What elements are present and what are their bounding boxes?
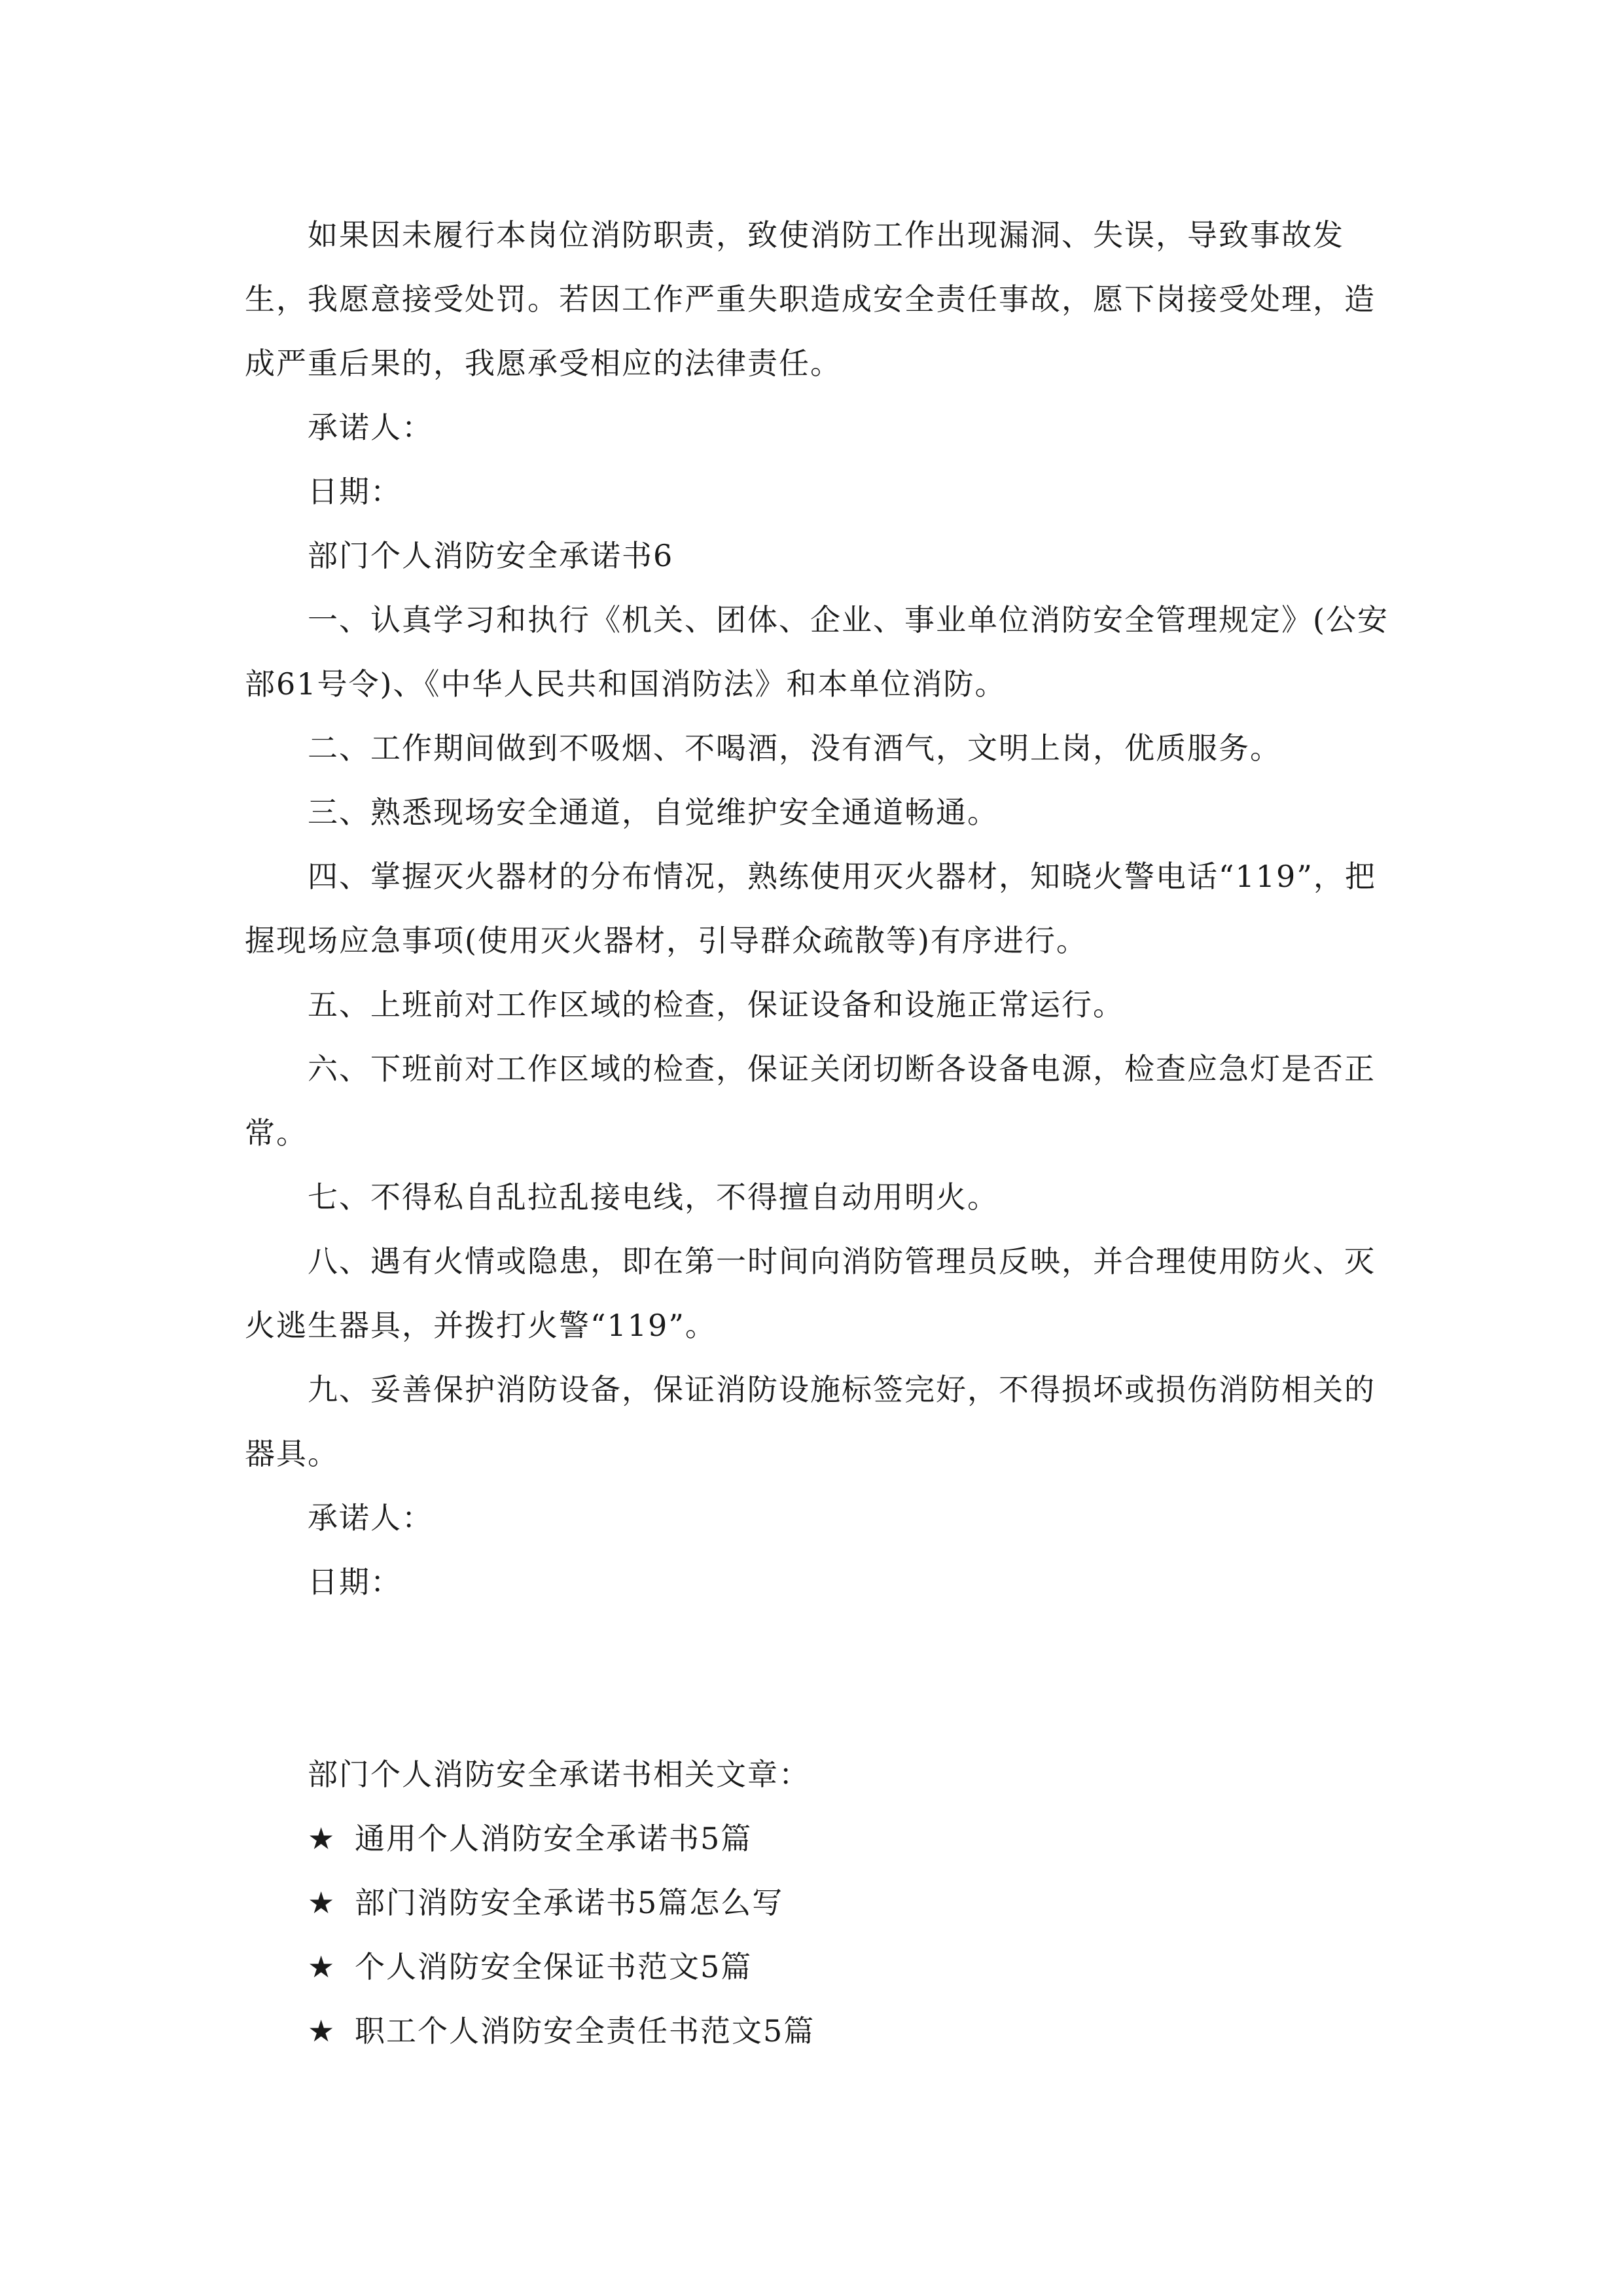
star-icon: ★: [308, 1949, 336, 1984]
star-icon: ★: [308, 1821, 336, 1856]
related-article-link[interactable]: [245, 1935, 1397, 1999]
letter-item: 一、认真学习和执行《机关、团体、企业、事业单位消防安全管理规定》(公安部61号令)、《中华人民共和国消防法》和本单位消防。: [245, 602, 1389, 702]
related-article-title[interactable]: 部门消防安全承诺书5篇怎么写: [355, 1885, 784, 1920]
letter-item: 八、遇有火情或隐患，即在第一时间向消防管理员反映，并合理使用防火、灭火逃生器具，并拨打火警“119”。: [245, 1244, 1376, 1343]
related-articles-heading: 部门个人消防安全承诺书相关文章：: [308, 1757, 810, 1792]
star-icon: ★: [308, 1885, 336, 1920]
promisor-label: 承诺人：: [308, 1500, 433, 1535]
letter-item: 三、熟悉现场安全通道，自觉维护安全通道畅通。: [308, 795, 999, 830]
letter-item: 二、工作期间做到不吸烟、不喝酒，没有酒气，文明上岗，优质服务。: [308, 730, 1281, 766]
related-article-link[interactable]: [245, 1806, 1397, 1871]
closing-paragraph: 如果因未履行本岗位消防职责，致使消防工作出现漏洞、失误，导致事故发生，我愿意接受处罚。若因工作严重失职造成安全责任事故，愿下岗接受处理，造成严重后果的，我愿承受相应的法律责任。: [245, 217, 1376, 381]
letter-item: 九、妥善保护消防设备，保证消防设施标签完好，不得损坏或损伤消防相关的器具。: [245, 1372, 1376, 1471]
section-spacer: [245, 1614, 1397, 1742]
related-article-title[interactable]: 个人消防安全保证书范文5篇: [355, 1949, 753, 1984]
letter-item: 四、掌握灭火器材的分布情况，熟练使用灭火器材，知晓火警电话“119”，把握现场应急事项(使用灭火器材，引导群众疏散等)有序进行。: [245, 859, 1376, 958]
related-article-title[interactable]: 职工个人消防安全责任书范文5篇: [355, 2013, 815, 2049]
letter-title: 部门个人消防安全承诺书6: [308, 538, 674, 573]
promisor-label: 承诺人：: [308, 410, 433, 445]
document-body: [245, 203, 1397, 2063]
letter-item: 六、下班前对工作区域的检查，保证关闭切断各设备电源，检查应急灯是否正常。: [245, 1051, 1376, 1151]
letter-item: 五、上班前对工作区域的检查，保证设备和设施正常运行。: [308, 987, 1124, 1022]
related-article-link[interactable]: [245, 1871, 1397, 1935]
star-icon: ★: [308, 2013, 336, 2049]
letter-item: 七、不得私自乱拉乱接电线，不得擅自动用明火。: [308, 1179, 999, 1215]
date-label: 日期：: [308, 474, 402, 509]
date-label: 日期：: [308, 1564, 402, 1600]
related-article-link[interactable]: [245, 1999, 1397, 2063]
related-article-title[interactable]: 通用个人消防安全承诺书5篇: [355, 1821, 753, 1856]
